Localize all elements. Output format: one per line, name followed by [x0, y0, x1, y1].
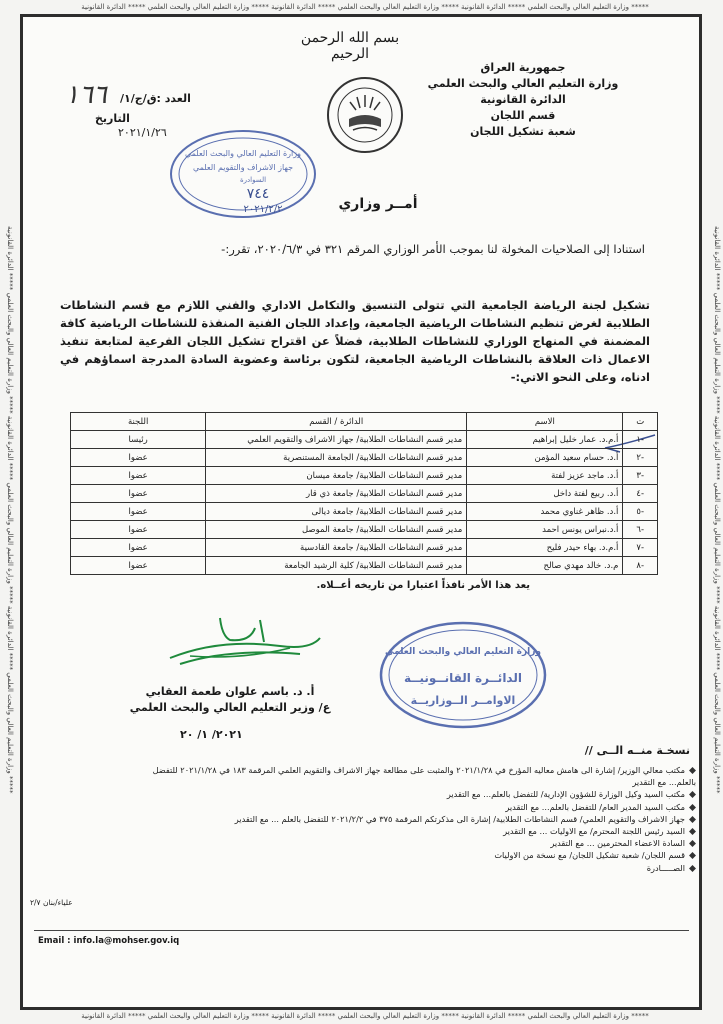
legal-department-stamp — [378, 620, 548, 730]
cell-role: عضوا — [71, 503, 206, 521]
diamond-bullet-icon — [689, 840, 696, 847]
cell-role: عضوا — [71, 449, 206, 467]
cell-department: مدير قسم النشاطات الطلابية/ كلية الرشيد الجامعة — [206, 557, 467, 575]
signatory-name: أ. د. باسم علوان طعمة العقابي — [145, 685, 315, 698]
diamond-bullet-icon — [689, 804, 696, 811]
copies-list — [78, 764, 696, 874]
table-header-row — [71, 413, 658, 431]
table-row — [71, 503, 658, 521]
basmala: بسم الله الرحمن الرحيم — [300, 30, 400, 62]
handwritten-signature — [160, 598, 330, 678]
copy-item: جهاز الاشراف والتقويم العلمي/ قسم النشاطات الطلابية/ إشارة الى مذكرتكم المرقمة ٣٧٥ في ٢٠٢١/٢/٢ للتفضل بالعلم ... مع التقدير — [78, 813, 696, 825]
document-title: أمــر وزاري — [338, 196, 418, 212]
copies-heading: نسخـة منــه الــى // — [584, 744, 690, 757]
border-pattern-right: وزارة التعليم العالي والبحث العلمي ***** الدائرة القانونية ***** وزارة التعليم العالي والبحث العلمي ***** الدائرة القانونية ***** وزارة التعليم العالي والبحث العلمي ***** الدائرة القانونية ***** — [713, 226, 721, 794]
cell-role: عضوا — [71, 557, 206, 575]
copy-item: مكتب السيد وكيل الوزارة للشؤون الإدارية/ للتفضل بالعلم... مع التقدير — [78, 788, 696, 800]
column-header: اللجنة — [71, 413, 206, 431]
cell-department: مدير قسم النشاطات الطلابية/ جامعة ذي قار — [206, 485, 467, 503]
cell-name: أ.د. ماجد عزيز لفتة — [467, 467, 623, 485]
cell-name: م.د. خالد مهدي صالح — [467, 557, 623, 575]
diamond-bullet-icon — [689, 767, 696, 774]
stamp-text: السوادرة — [239, 176, 267, 184]
copy-item: السيد رئيس اللجنة المحترم/ مع الاوليات ... مع التقدير — [78, 825, 696, 837]
cell-number: -٤ — [623, 485, 658, 503]
table-row — [71, 521, 658, 539]
border-pattern-top: وزارة التعليم العالي والبحث العلمي ***** الدائرة القانونية ***** وزارة التعليم العالي والبحث العلمي ***** الدائرة القانونية ***** وزارة التعليم العالي والبحث العلمي ***** الدائرة القانونية ***** — [81, 3, 649, 11]
cell-number: -٨ — [623, 557, 658, 575]
cell-name: أ.د. حسام سعيد المؤمن — [467, 449, 623, 467]
stamp-text: الدائــرة القانــونيــة — [404, 671, 522, 685]
cell-department: مدير قسم النشاطات الطلابية/ جامعة ديالى — [206, 503, 467, 521]
copy-item: مكتب معالي الوزير/ إشارة الى هامش معاليه المؤرخ في ٢٠٢١/١/٢٨ والمثبت على مطالعة جهاز الاشراف والتقويم العلمي المرقمة ١٨٣ في ٢٠٢١/١/٢٨ للتفضل — [78, 764, 696, 776]
border-pattern-left: وزارة التعليم العالي والبحث العلمي ***** الدائرة القانونية ***** وزارة التعليم العالي والبحث العلمي ***** الدائرة القانونية ***** وزارة التعليم العالي والبحث العلمي ***** الدائرة القانونية ***** — [6, 226, 14, 794]
received-stamp — [168, 128, 318, 220]
copy-item: السادة الاعضاء المحترمين ... مع التقدير — [78, 837, 696, 849]
cell-number: -٦ — [623, 521, 658, 539]
preamble-paragraph: استنادا إلى الصلاحيات المخولة لنا بموجب الأمر الوزاري المرقم ٣٢١ في ٢٠٢٠/٦/٣، تقرر:- — [221, 242, 645, 256]
cell-name: أ.د. ظاهر غناوي محمد — [467, 503, 623, 521]
copy-item: الصـــــادرة — [78, 862, 696, 874]
handwritten-ref-number: ١٦٦ — [65, 80, 107, 110]
column-header: الاسم — [467, 413, 623, 431]
cell-number: -٣ — [623, 467, 658, 485]
cell-department: مدير قسم النشاطات الطلابية/ الجامعة المستنصرية — [206, 449, 467, 467]
column-header: الدائرة / القسم — [206, 413, 467, 431]
cell-role: عضوا — [71, 521, 206, 539]
table-row — [71, 557, 658, 575]
letterhead-line: شعبة تشكيل اللجان — [470, 125, 576, 138]
cell-department: مدير قسم النشاطات الطلابية/ جامعة ميسان — [206, 467, 467, 485]
date-value: ٢٠٢١/١/٢٦ — [118, 126, 167, 139]
table-row — [71, 485, 658, 503]
copy-item: بالعلم... مع التقدير — [632, 777, 696, 788]
table-row — [71, 539, 658, 557]
letterhead — [413, 60, 633, 140]
stamp-number: ٧٤٤ — [246, 186, 270, 202]
cell-role: رئيسا — [71, 431, 206, 449]
cell-number: -١ — [623, 431, 658, 449]
letterhead-line: قسم اللجان — [490, 109, 556, 122]
signature-date: ٢٠٢١/ ١/ ٢٠ — [180, 728, 243, 741]
cell-number: -٢ — [623, 449, 658, 467]
diamond-bullet-icon — [689, 865, 696, 872]
letterhead-line: وزارة التعليم العالي والبحث العلمي — [427, 77, 619, 90]
stamp-date: ٢٠٢١/٢/٢ — [243, 204, 283, 215]
cell-number: -٧ — [623, 539, 658, 557]
diamond-bullet-icon — [689, 852, 696, 859]
copy-item: قسم اللجان/ شعبة تشكيل اللجان/ مع نسخة من الاوليات — [78, 849, 696, 861]
stamp-text: وزارة التعليم العالي والبحث العلمي — [384, 647, 542, 657]
cell-name: أ.د. ربيع لفتة داخل — [467, 485, 623, 503]
table-row — [71, 431, 658, 449]
diamond-bullet-icon — [689, 816, 696, 823]
signatory-block — [110, 684, 350, 716]
cell-department: مدير قسم النشاطات الطلابية/ جهاز الاشراف والتقويم العلمي — [206, 431, 467, 449]
stamp-text: جهاز الاشراف والتقويم العلمي — [192, 163, 294, 172]
stamp-text: الاوامــر الــوزاريــة — [410, 694, 516, 707]
reference-number: العدد :ق/ج/١/ — [120, 92, 191, 105]
cell-role: عضوا — [71, 467, 206, 485]
copy-item: مكتب السيد المدير العام/ للتفضل بالعلم... مع التقدير — [78, 801, 696, 813]
cell-department: مدير قسم النشاطات الطلابية/ جامعة القادسية — [206, 539, 467, 557]
order-paragraph: تشكيل لجنة الرياضة الجامعية التي تتولى التنسيق والتكامل الاداري والفني اللازم مع قسم النشاطات الطلابية لغرض تنظيم النشاطات الرياضية الجامعية، وإعداد اللجان الفنية المنفذة للنشاطات الرياضية كافة المضمنة في المنهاج الوزاري للنشاطات الطلابية، فضلاً عن اقتراح تشكيل اللجان الفرعية لمتابعة تنفيذ الاعمال ذات العلاقة بالنشاطات الرياضية الجامعية، لتكون برئاسة وعضوية السادة المدرجة اسماؤهم في ادناه، وعلى النحو الاتي:- — [60, 298, 650, 384]
diamond-bullet-icon — [689, 828, 696, 835]
diamond-bullet-icon — [689, 791, 696, 798]
cell-role: عضوا — [71, 485, 206, 503]
footer-email: Email : info.la@mohser.gov.iq — [38, 936, 180, 946]
letterhead-line: الدائرة القانونية — [480, 93, 566, 106]
effective-date-note: يعد هذا الأمر نافذاً اعتبارا من تاريخه أعــلاه. — [316, 580, 530, 591]
cell-name: أ.د.نبراس يونس احمد — [467, 521, 623, 539]
committee-table — [70, 412, 658, 575]
table-row — [71, 467, 658, 485]
letterhead-line: جمهورية العراق — [480, 61, 566, 74]
cell-name: أ.م.د. بهاء حيدر فليح — [467, 539, 623, 557]
cell-department: مدير قسم النشاطات الطلابية/ جامعة الموصل — [206, 521, 467, 539]
signatory-title: ع/ وزير التعليم العالي والبحث العلمي — [129, 701, 331, 714]
ministry-logo — [325, 75, 405, 155]
table-row — [71, 449, 658, 467]
cell-name: أ.م.د. عمار خليل إبراهيم — [467, 431, 623, 449]
typist-code: علياء/بنان ٢/٧ — [30, 898, 73, 907]
column-header: ت — [623, 413, 658, 431]
footer-divider — [34, 930, 689, 931]
stamp-text: وزارة التعليم العالي والبحث العلمي — [185, 149, 301, 158]
cell-number: -٥ — [623, 503, 658, 521]
cell-role: عضوا — [71, 539, 206, 557]
date-label: التاريخ — [95, 112, 130, 125]
border-pattern-bottom: وزارة التعليم العالي والبحث العلمي ***** الدائرة القانونية ***** وزارة التعليم العالي والبحث العلمي ***** الدائرة القانونية ***** وزارة التعليم العالي والبحث العلمي ***** الدائرة القانونية ***** — [81, 1012, 649, 1020]
